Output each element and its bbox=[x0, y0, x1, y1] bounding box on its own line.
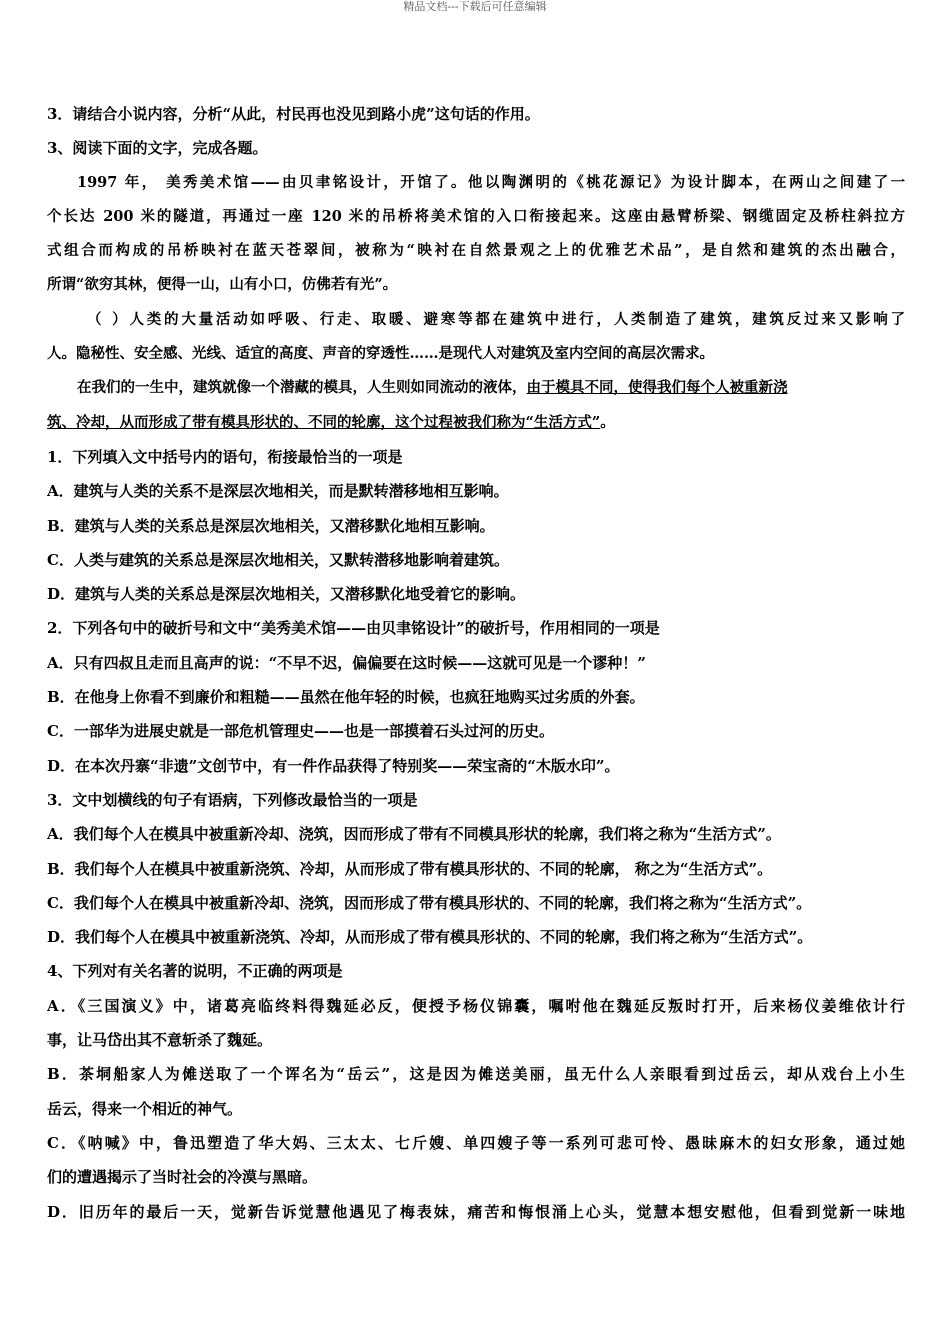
underlined-text: 由于模具不同，使得我们每个人被重新浇 bbox=[526, 379, 788, 397]
text-line: C．人类与建筑的关系总是深层次地相关，又默转潜移地影响着建筑。 bbox=[47, 550, 509, 569]
text-line: C．我们每个人在模具中被重新冷却、浇筑，因而形成了带有模具形状的、不同的轮廓，我们将之称为“生活方式”。 bbox=[47, 893, 812, 912]
text-line: D．在本次丹寨“非遗”文创节中，有一件作品获得了特别奖——荣宝斋的“木版水印”。 bbox=[47, 756, 620, 775]
text-line: 3、阅读下面的文字，完成各题。 bbox=[47, 139, 268, 158]
text-line: 1．下列填入文中括号内的语句，衔接最恰当的一项是 bbox=[47, 447, 403, 466]
text-line: 事，让马岱出其不意斩杀了魏延。 bbox=[47, 1031, 273, 1050]
text-line: D．我们每个人在模具中被重新浇筑、冷却，从而形成了带有模具形状的、不同的轮廓，我们将之称为“生活方式”。 bbox=[47, 928, 813, 947]
text-line: 所谓“欲穷其林，便得一山，山有小口，仿佛若有光”。 bbox=[47, 276, 398, 294]
text-line: 2．下列各句中的破折号和文中“美秀美术馆——由贝聿铭设计”的破折号，作用相同的一项是 bbox=[47, 619, 660, 638]
text-line: D．建筑与人类的关系总是深层次地相关，又潜移默化地受着它的影响。 bbox=[47, 585, 526, 604]
text-line: 人。隐秘性、安全感、光线、适宜的高度、声音的穿透性……是现代人对建筑及室内空间的高层次需求。 bbox=[47, 345, 714, 363]
text-line: 3．文中划横线的句子有语病，下列修改最恰当的一项是 bbox=[47, 790, 418, 809]
text-line: 1997 年， 美秀美术馆——由贝聿铭设计，开馆了。他以陶渊明的《桃花源记》为设计脚本，在两山之间建了一 bbox=[77, 173, 905, 191]
text-line: A．《三国演义》中，诸葛亮临终料得魏延必反，便授予杨仪锦囊，嘱咐他在魏延反叛时打开，后来杨仪姜维依计行 bbox=[47, 996, 905, 1015]
text-span: 在我们的一生中，建筑就像一个潜藏的模具，人生则如同流动的液体， bbox=[77, 379, 527, 397]
text-line: B．在他身上你看不到廉价和粗糙——虽然在他年轻的时候，也疯狂地购买过劣质的外套。 bbox=[47, 688, 645, 707]
text-line: C．一部华为进展史就是一部危机管理史——也是一部摸着石头过河的历史。 bbox=[47, 722, 554, 741]
text-line bbox=[47, 371, 905, 405]
text-line: 岳云，得来一个相近的神气。 bbox=[47, 1099, 243, 1118]
text-line: A．只有四叔且走而且高声的说：“不早不迟，偏偏要在这时候——这就可见是一个谬种！” bbox=[47, 653, 646, 672]
text-line: 3．请结合小说内容，分析“从此，村民再也没见到路小虎”这句话的作用。 bbox=[47, 105, 540, 123]
text-line: 4、下列对有关名著的说明，不正确的两项是 bbox=[47, 962, 343, 981]
text-line: D．旧历年的最后一天，觉新告诉觉慧他遇见了梅表妹，痛苦和悔恨涌上心头，觉慧本想安慰他，但看到觉新一味地 bbox=[47, 1202, 905, 1221]
text-line: A．我们每个人在模具中被重新冷却、浇筑，因而形成了带有不同模具形状的轮廓，我们将之称为“生活方式”。 bbox=[47, 825, 781, 844]
text-line: 式组合而构成的吊桥映衬在蓝天苍翠间，被称为“映衬在自然景观之上的优雅艺术品”，是自然和建筑的杰出融合， bbox=[47, 242, 905, 260]
underlined-text: 筑、冷却，从而形成了带有模具形状的、不同的轮廓，这个过程被我们称为“生活方式” bbox=[47, 413, 601, 431]
text-line: 个长达 200 米的隧道，再通过一座 120 米的吊桥将美术馆的入口衔接起来。这座由悬臂桥梁、钢缆固定及桥柱斜拉方 bbox=[47, 207, 905, 225]
text-line: B．建筑与人类的关系总是深层次地相关，又潜移默化地相互影响。 bbox=[47, 516, 495, 535]
text-line: 们的遭遇揭示了当时社会的冷漠与黑暗。 bbox=[47, 1168, 318, 1187]
text-line bbox=[47, 406, 905, 440]
text-line: B．我们每个人在模具中被重新浇筑、冷却，从而形成了带有模具形状的、不同的轮廓， 称之为“生活方式”。 bbox=[47, 859, 773, 878]
text-line: A．建筑与人类的关系不是深层次地相关，而是默转潜移地相互影响。 bbox=[47, 482, 509, 501]
text-line: B．茶垌船家人为傩送取了一个诨名为“岳云”，这是因为傩送美丽，虽无什么人亲眼看到过岳云，却从戏台上小生 bbox=[47, 1065, 905, 1084]
page-header: 精品文档---下载后可任意编辑 bbox=[403, 0, 547, 13]
text-line: （ ）人类的大量活动如呼吸、行走、取暖、避寒等都在建筑中进行，人类制造了建筑，建筑反过来又影响了 bbox=[87, 310, 905, 328]
document-body bbox=[47, 97, 905, 1229]
text-span: 。 bbox=[600, 413, 615, 431]
text-line: C．《呐喊》中，鲁迅塑造了华大妈、三太太、七斤嫂、单四嫂子等一系列可悲可怜、愚昧麻木的妇女形象，通过她 bbox=[47, 1133, 905, 1152]
